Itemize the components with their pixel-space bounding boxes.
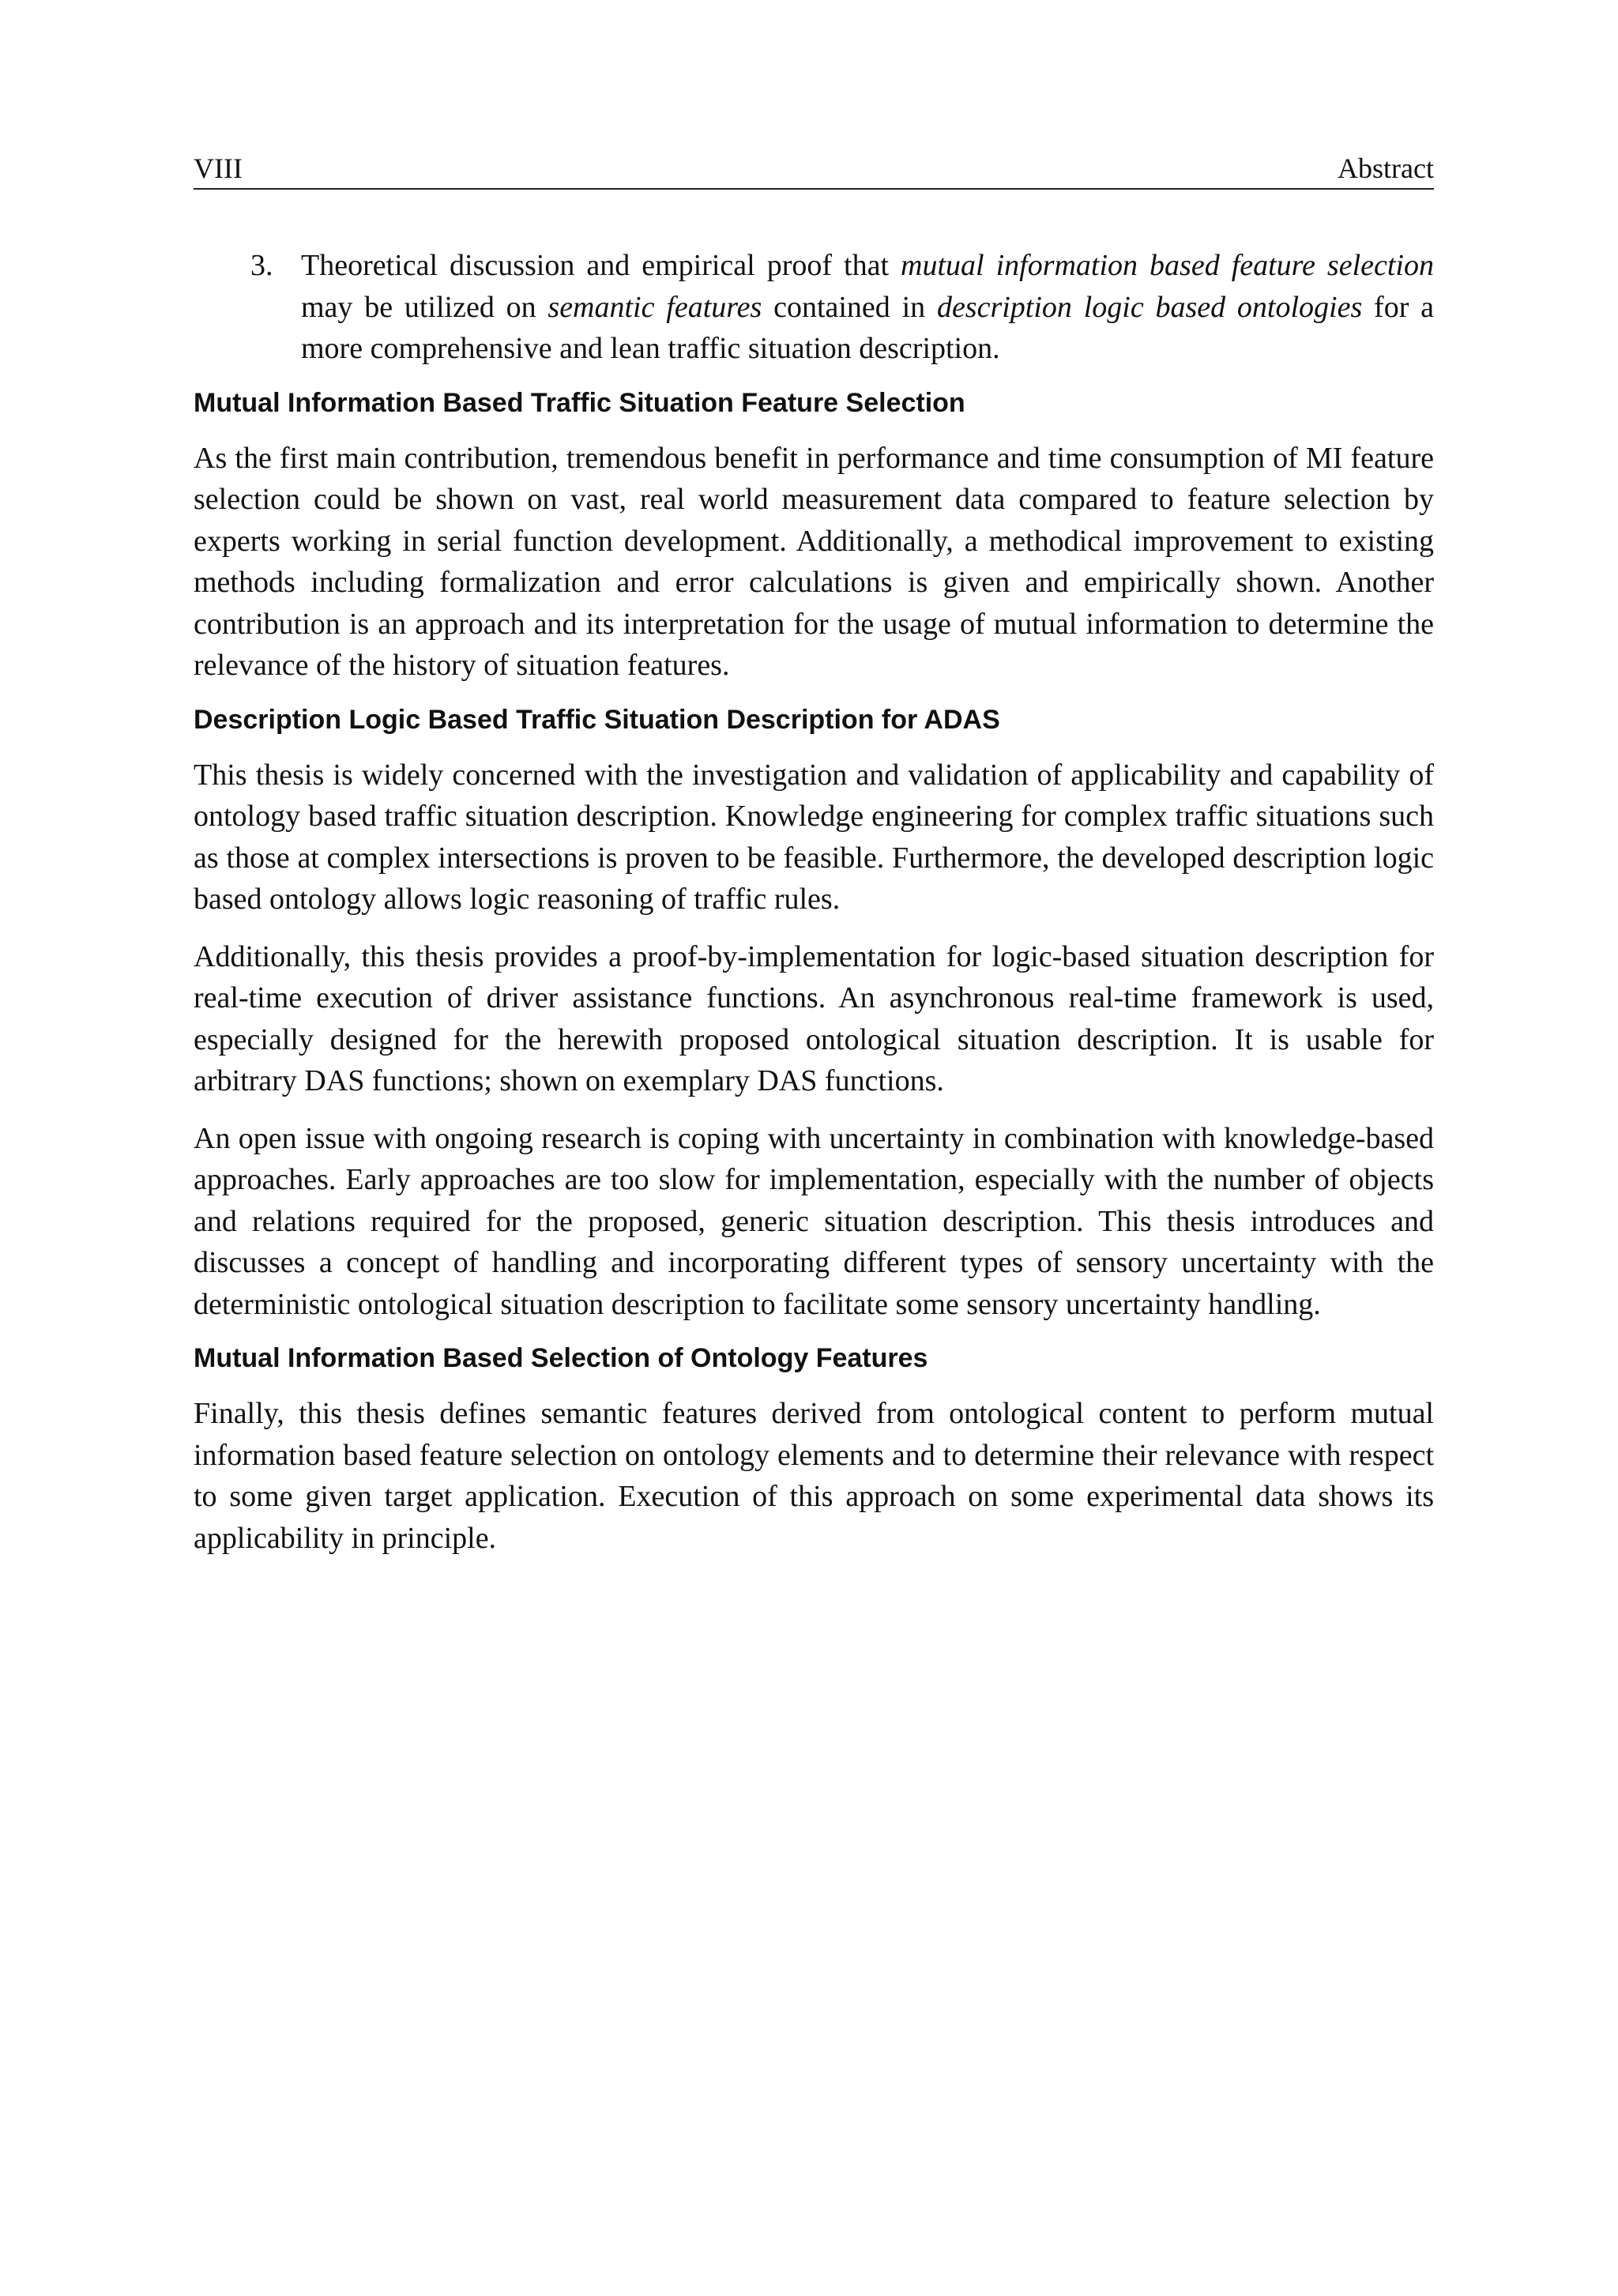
contribution-list-item <box>194 245 1434 370</box>
list-text-part: may be utilized on <box>301 290 548 324</box>
section-heading: Mutual Information Based Selection of Ontology Features <box>194 1343 928 1373</box>
section-heading: Description Logic Based Traffic Situation Description for ADAS <box>194 704 1000 735</box>
body-paragraph: As the first main contribution, tremendous benefit in performance and time consumption of MI feature selection could be shown on vast, real world measurement data compared to feature selection by experts working in serial function development. Additionally, a methodical improvement to existing methods including formalization and error calculations is given and empirically shown. Another contribution is an approach and its interpretation for the usage of mutual information to determine the relevance of the history of situation features. <box>194 441 1434 682</box>
page-number: VIII <box>194 152 243 184</box>
running-header <box>194 150 1434 190</box>
body-paragraph: An open issue with ongoing research is coping with uncertainty in combination with knowledge-based approaches. Early approaches are too slow for implementation, especially with the number of objects and relations required for the proposed, generic situation description. This thesis introduces and discusses a concept of handling and incorporating different types of sensory uncertainty with the deterministic ontological situation description to facilitate some sensory uncertainty handling. <box>194 1121 1434 1321</box>
body-paragraph: This thesis is widely concerned with the investigation and validation of applicability and capability of ontology based traffic situation description. Knowledge engineering for complex traffic situations such as those at complex intersections is proven to be feasible. Furthermore, the developed description logic based ontology allows logic reasoning of traffic rules. <box>194 758 1434 916</box>
body-paragraph: Additionally, this thesis provides a proof-by-implementation for logic-based situation description for real-time execution of driver assistance functions. An asynchronous real-time framework is used, especially designed for the herewith proposed ontological situation description. It is usable for arbitrary DAS functions; shown on exemplary DAS functions. <box>194 939 1434 1097</box>
body-paragraph: Finally, this thesis defines semantic features derived from ontological content to perform mutual information based feature selection on ontology elements and to determine their relevance with respect to some given target application. Execution of this approach on some experimental data shows its applicability in principle. <box>194 1397 1434 1555</box>
page-content <box>194 245 1434 1575</box>
list-text-part: Theoretical discussion and empirical proof that <box>301 249 901 282</box>
list-text-part: contained in <box>762 290 937 324</box>
section-heading: Mutual Information Based Traffic Situation Feature Selection <box>194 387 965 418</box>
list-number: 3. <box>250 249 273 282</box>
list-text-part: for a more comprehensive and lean traffic situation description. <box>301 290 1434 365</box>
list-text-emphasis: description logic based ontologies <box>936 290 1363 324</box>
list-text <box>301 249 1434 365</box>
list-text-emphasis: mutual information based feature selection <box>901 249 1434 282</box>
list-text-emphasis: semantic features <box>547 290 762 324</box>
section-title: Abstract <box>1338 152 1434 184</box>
